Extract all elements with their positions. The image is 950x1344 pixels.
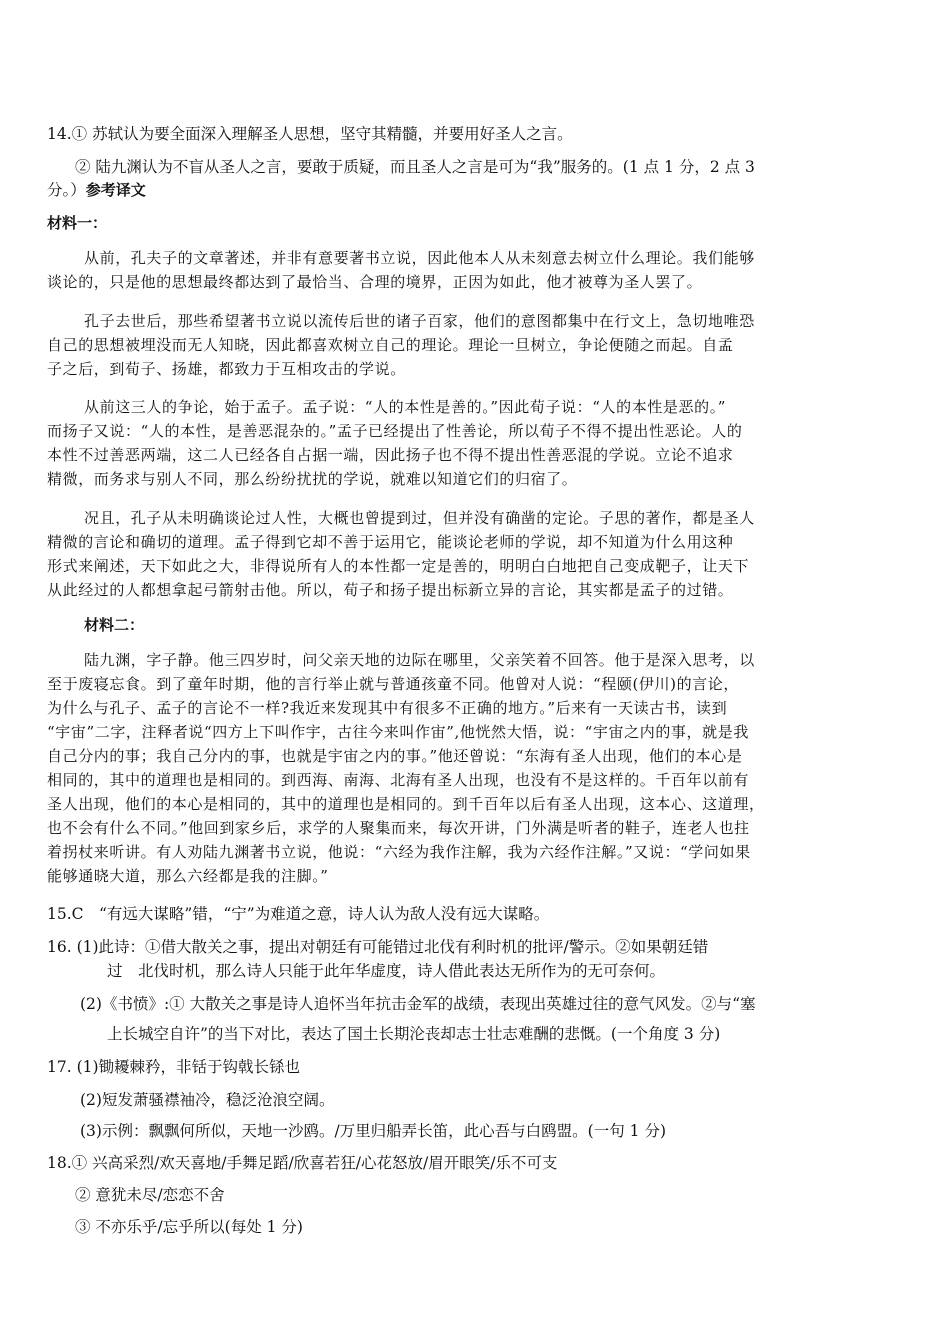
q16-line-1: 16. (1)此诗：①借大散关之事，提出对朝廷有可能错过北伐有利时机的批评/警示。②如果朝廷错 xyxy=(47,938,709,956)
material-1-line: 从前，孔夫子的文章著述，并非有意要著书立说，因此他本人从未刻意去树立什么理论。我们能够 xyxy=(84,249,755,267)
material-2-line: 陆九渊，字子静。他三四岁时，问父亲天地的边际在哪里，父亲笑着不回答。他于是深入思考，以 xyxy=(84,651,755,669)
material-1-line: 精微，而务求与别人不同，那么纷纷扰扰的学说，就难以知道它们的归宿了。 xyxy=(47,470,578,488)
q18-line-3: ③ 不亦乐乎/忘乎所以(每处 1 分) xyxy=(75,1218,303,1236)
reference-translation-heading: 参考译文 xyxy=(85,181,146,199)
material-1-line: 孔子去世后，那些希望著书立说以流传后世的诸子百家，他们的意图都集中在行文上，急切地唯恐 xyxy=(84,312,755,330)
material-2-line: 也不会有什么不同。”他回到家乡后，求学的人聚集而来，每次开讲，门外满是听者的鞋子，连老人也拄 xyxy=(47,819,750,837)
material-2-line: “宇宙”二字，注释者说“四方上下叫作宇，古往今来叫作宙”,他恍然大悟，说：“宇宙之内的事，就是我 xyxy=(47,723,749,741)
q15-answer: 15.C “有远大谋略”错，“宁”为难道之意，诗人认为敌人没有远大谋略。 xyxy=(47,905,550,923)
material-2-line: 相同的，其中的道理也是相同的。到西海、南海、北海有圣人出现，也没有不是这样的。千百年以前有 xyxy=(47,771,750,789)
material-2-line: 圣人出现，他们的本心是相同的，其中的道理也是相同的。到千百年以后有圣人出现，这本心、这道理， xyxy=(47,795,765,813)
material-1-heading: 材料一： xyxy=(47,214,108,232)
material-1-line: 精微的言论和确切的道理。孟子得到它却不善于运用它，能谈论老师的学说，却不知道为什么用这种 xyxy=(47,533,734,551)
material-1-line: 而扬子又说：“人的本性，是善恶混杂的。”孟子已经提出了性善论，所以荀子不得不提出性恶论。人的 xyxy=(47,422,743,440)
q14-line-2: ② 陆九渊认为不盲从圣人之言，要敢于质疑，而且圣人之言是可为“我”服务的。(1 点 1 分，2 点 3 xyxy=(75,158,755,176)
material-2-line: 能够通晓大道，那么六经都是我的注脚。” xyxy=(47,867,329,885)
material-1-line: 子之后，到荀子、扬雄，都致力于互相攻击的学说。 xyxy=(47,360,406,378)
q17-line-2: (2)短发萧骚襟袖冷，稳泛沧浪空阔。 xyxy=(80,1091,335,1109)
material-2-line: 自己分内的事；我自己分内的事，也就是宇宙之内的事。”他还曾说：“东海有圣人出现，他们的本心是 xyxy=(47,747,743,765)
material-2-line: 为什么与孔子、孟子的言论不一样?我近来发现其中有很多不正确的地方。”后来有一天读古书，读到 xyxy=(47,699,728,717)
q14-score-end: 分。） xyxy=(47,181,86,199)
material-2-line: 至于废寝忘食。到了童年时期，他的言行举止就与普通孩童不同。他曾对人说：“程颐(伊川)的言论， xyxy=(47,675,739,693)
q14-line-3 xyxy=(47,180,146,200)
material-1-line: 况且，孔子从未明确谈论过人性，大概也曾提到过，但并没有确凿的定论。子思的著作，都是圣人 xyxy=(84,509,755,527)
q14-line-1: 14.① 苏轼认为要全面深入理解圣人思想，坚守其精髓，并要用好圣人之言。 xyxy=(47,125,573,143)
q16-line-3: (2)《书愤》:① 大散关之事是诗人追怀当年抗击金军的战绩，表现出英雄过往的意气风发。②与“塞 xyxy=(80,995,756,1013)
material-1-line: 本性不过善恶两端，这二人已经各自占据一端，因此扬子也不得不提出性善恶混的学说。立论不追求 xyxy=(47,446,734,464)
q17-line-1: 17. (1)锄耰棘矜，非铦于钩戟长铩也 xyxy=(47,1058,301,1076)
q18-line-2: ② 意犹未尽/恋恋不舍 xyxy=(75,1186,225,1204)
material-1-line: 形式来阐述，天下如此之大，非得说所有人的本性都一定是善的，明明白白地把自己变成靶子，让天下 xyxy=(47,557,750,575)
material-1-line: 从前这三人的争论，始于孟子。孟子说：“人的本性是善的。”因此荀子说：“人的本性是恶的。” xyxy=(84,398,727,416)
material-2-heading: 材料二： xyxy=(84,616,145,634)
material-2-line: 着拐杖来听讲。有人劝陆九渊著书立说，他说：“六经为我作注解，我为六经作注解。”又说：“学问如果 xyxy=(47,843,751,861)
q17-line-3: (3)示例：飘飘何所似，天地一沙鸥。/万里归船弄长笛，此心吾与白鸥盟。(一句 1 分) xyxy=(80,1122,666,1140)
q16-line-4: 上长城空自许”的当下对比，表达了国土长期沦丧却志士壮志难酬的悲慨。(一个角度 3 分) xyxy=(107,1025,721,1043)
material-1-line: 谈论的，只是他的思想最终都达到了最恰当、合理的境界，正因为如此，他才被尊为圣人罢了。 xyxy=(47,273,703,291)
q18-line-1: 18.① 兴高采烈/欢天喜地/手舞足蹈/欣喜若狂/心花怒放/眉开眼笑/乐不可支 xyxy=(47,1154,558,1172)
material-1-line: 从此经过的人都想拿起弓箭射击他。所以，荀子和扬子提出标新立异的言论，其实都是孟子的过错。 xyxy=(47,581,734,599)
material-1-line: 自己的思想被埋没而无人知晓，因此都喜欢树立自己的理论。理论一旦树立，争论便随之而起。自孟 xyxy=(47,336,734,354)
q16-line-2: 过 北伐时机，那么诗人只能于此年华虚度，诗人借此表达无所作为的无可奈何。 xyxy=(107,962,666,980)
